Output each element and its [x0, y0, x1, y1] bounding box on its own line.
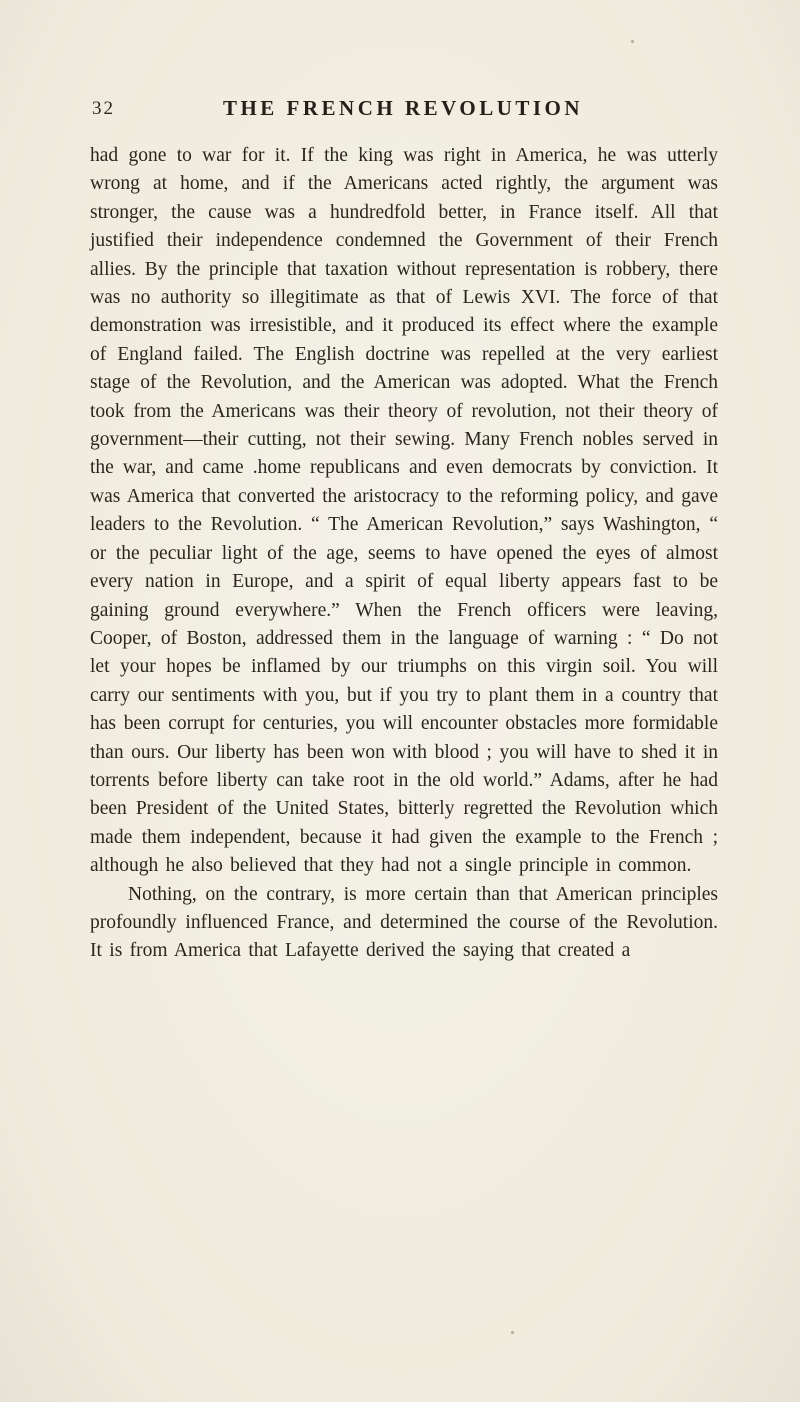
page-header: [90, 96, 716, 126]
page-number: 32: [92, 98, 115, 119]
paragraph: had gone to war for it. If the king was right in America, he was utterly wrong at home, and if the Americans acted rightly, the argument was stronger, the cause was a hundredfold better, in France itself. All that justified their independence condemned the Government of their French allies. By the principle that taxation without representation is robbery, there was no authority so illegitimate as that of Lewis XVI. The force of that demonstration was irresistible, and it produced its effect where the example of England failed. The English doctrine was repelled at the very earliest stage of the Revolution, and the American was adopted. What the French took from the Americans was their theory of revolution, not their theory of government—their cutting, not their sewing. Many French nobles served in the war, and came .home republicans and even democrats by conviction. It was America that converted the aristocracy to the reforming policy, and gave leaders to the Revolution. “ The American Revolution,” says Washington, “ or the peculiar light of the age, seems to have opened the eyes of almost every nation in Europe, and a spirit of equal liberty appears fast to be gaining ground everywhere.” When the French officers were leaving, Cooper, of Boston, addressed them in the language of warning : “ Do not let your hopes be inflamed by our triumphs on this virgin soil. You will carry our sentiments with you, but if you try to plant them in a country that has been corrupt for centuries, you will encounter obstacles more formidable than ours. Our liberty has been won with blood ; you will have to shed it in torrents before liberty can take root in the old world.” Adams, after he had been President of the United States, bitterly regretted the Revolution which made them independent, because it had given the example to the French ; although he also believed that they had not a single principle in common.: [90, 145, 718, 877]
scan-artifact-dot: [631, 40, 634, 43]
paragraph: Nothing, on the contrary, is more certain than that American principles profoundly influenced France, and determined the course of the Revolution. It is from America that Lafayette derived the saying that created a: [90, 883, 718, 962]
page-body-text: [90, 142, 718, 966]
running-head-title: THE FRENCH REVOLUTION: [222, 96, 584, 120]
scan-artifact-dot: [511, 1331, 514, 1334]
